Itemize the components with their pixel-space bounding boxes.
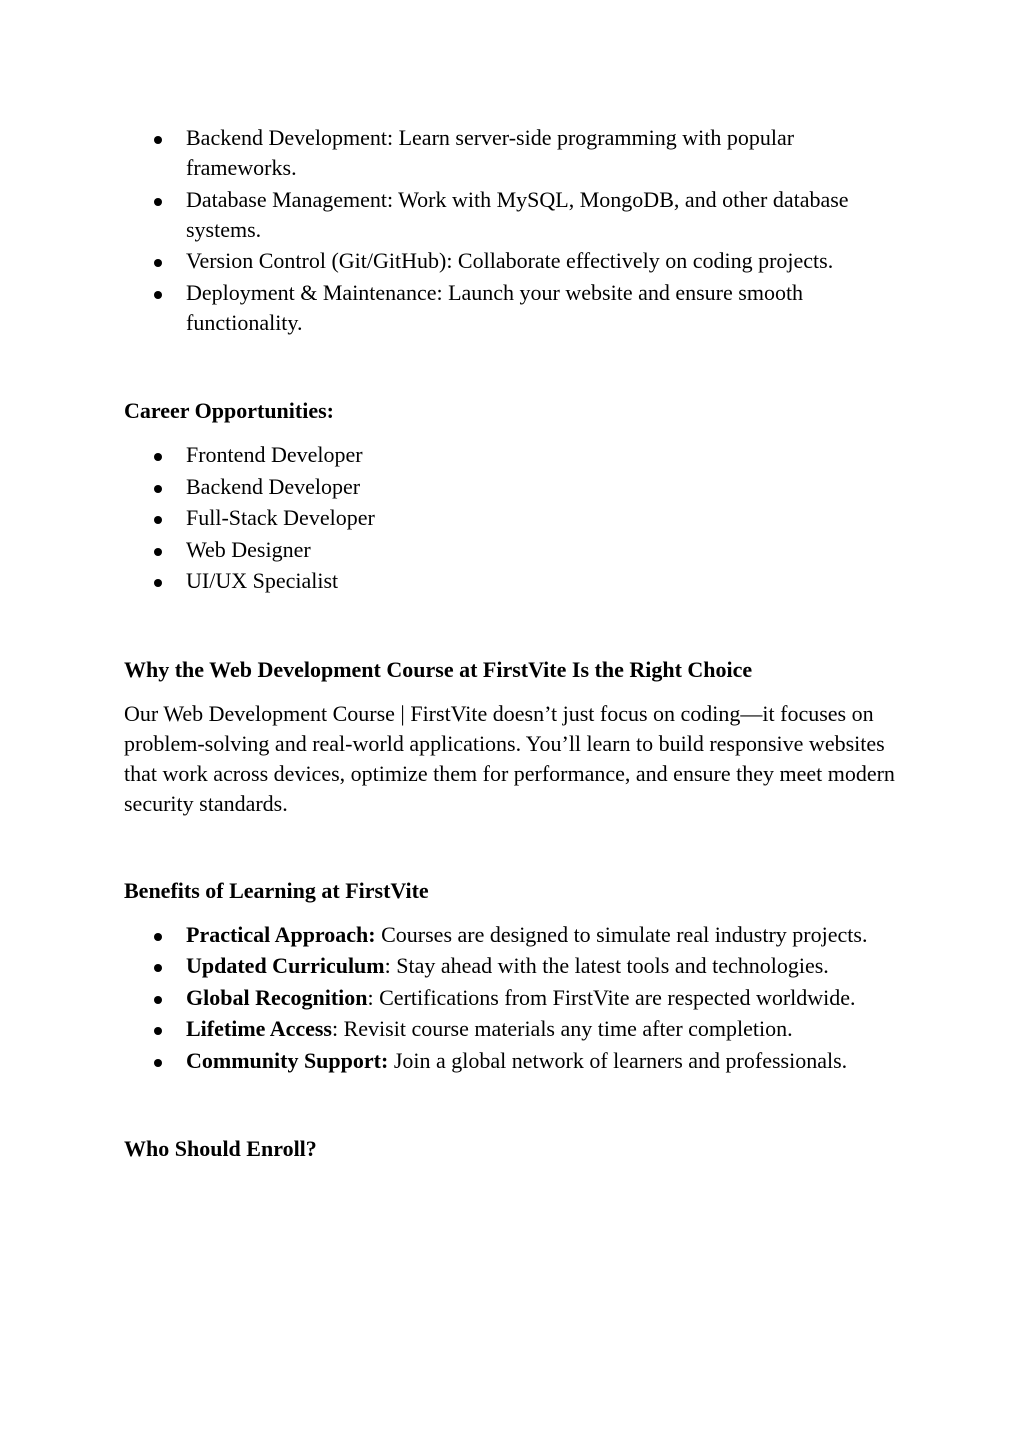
- benefit-term: Lifetime Access: [186, 1016, 332, 1041]
- list-item: [124, 246, 904, 276]
- bullet-icon: [154, 291, 162, 299]
- list-item: [124, 566, 904, 596]
- benefits-list: [124, 920, 904, 1076]
- list-item: [124, 535, 904, 565]
- bullet-icon: [154, 1059, 162, 1067]
- bullet-icon: [154, 485, 162, 493]
- list-item: [124, 920, 904, 950]
- list-item-text: UI/UX Specialist: [186, 568, 339, 593]
- list-item: [124, 951, 904, 981]
- benefit-term: Community Support:: [186, 1047, 389, 1073]
- list-item: [124, 278, 904, 338]
- list-item: [124, 185, 904, 245]
- document-page: [124, 123, 904, 1164]
- list-item-text: Database Management: Work with MySQL, MongoDB, and other database systems.: [186, 186, 849, 242]
- benefit-term: Updated Curriculum: [186, 953, 385, 978]
- benefit-term: Practical Approach:: [186, 921, 376, 947]
- bullet-icon: [154, 579, 162, 587]
- list-item: [124, 472, 904, 502]
- bullet-icon: [154, 516, 162, 524]
- benefit-text: Join a global network of learners and professionals.: [388, 1047, 848, 1073]
- why-paragraph: Our Web Development Course | FirstVite doesn’t just focus on coding—it focuses on problem-solving and real-world applications. You’ll learn to build responsive websites that work across devices, optimize them for performance, and ensure they meet modern security standards.: [124, 700, 895, 816]
- list-item-text: Full-Stack Developer: [186, 505, 375, 530]
- list-item-text: Frontend Developer: [186, 442, 363, 467]
- bullet-icon: [154, 964, 162, 972]
- benefits-heading: Benefits of Learning at FirstVite: [124, 877, 429, 903]
- bullet-icon: [154, 1027, 162, 1035]
- bullet-icon: [154, 453, 162, 461]
- benefit-text: : Stay ahead with the latest tools and technologies.: [384, 953, 829, 978]
- list-item: [124, 440, 904, 470]
- list-item: [124, 1014, 904, 1044]
- intro-list: [124, 123, 904, 338]
- bullet-icon: [154, 996, 162, 1004]
- list-item-text: Web Designer: [186, 536, 311, 562]
- list-item-text: Backend Development: Learn server-side programming with popular frameworks.: [186, 125, 795, 180]
- list-item: [124, 983, 904, 1013]
- bullet-icon: [154, 136, 162, 144]
- list-item: [124, 123, 904, 183]
- benefit-term: Global Recognition: [186, 984, 368, 1010]
- why-heading: Why the Web Development Course at FirstVite Is the Right Choice: [124, 656, 753, 682]
- list-item: [124, 503, 904, 533]
- career-list: [124, 440, 904, 596]
- bullet-icon: [154, 933, 162, 941]
- list-item-text: Version Control (Git/GitHub): Collaborate effectively on coding projects.: [186, 248, 834, 273]
- list-item-text: Backend Developer: [186, 473, 361, 499]
- benefit-text: Courses are designed to simulate real industry projects.: [375, 921, 868, 947]
- bullet-icon: [154, 548, 162, 556]
- bullet-icon: [154, 198, 162, 206]
- list-item: [124, 1046, 904, 1076]
- enroll-heading: Who Should Enroll?: [124, 1136, 317, 1161]
- benefit-text: : Revisit course materials any time after completion.: [332, 1016, 793, 1041]
- career-heading: Career Opportunities:: [124, 398, 334, 423]
- benefit-text: : Certifications from FirstVite are respected worldwide.: [367, 984, 856, 1010]
- list-item-text: Deployment & Maintenance: Launch your website and ensure smooth functionality.: [186, 279, 804, 335]
- bullet-icon: [154, 259, 162, 267]
